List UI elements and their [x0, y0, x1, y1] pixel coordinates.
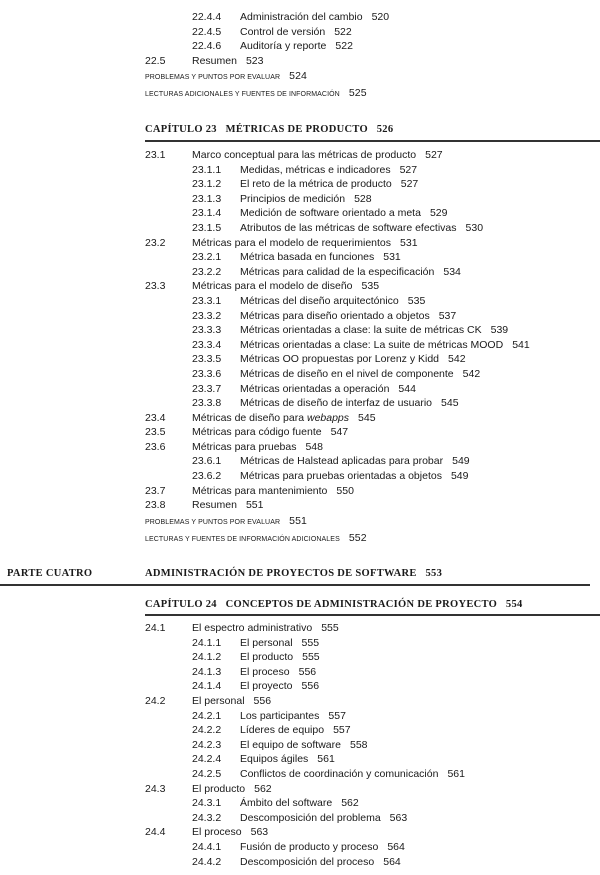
entry-page: 520 — [371, 11, 390, 23]
entry-number: 23.4 — [145, 411, 166, 424]
toc-entry — [0, 192, 600, 207]
entry-number: 24.1.1 — [192, 636, 222, 649]
entry-title — [240, 177, 418, 192]
toc-entry — [0, 250, 600, 265]
entry-title-text: El personal — [192, 694, 245, 707]
entry-title — [240, 396, 459, 411]
entry-title — [240, 665, 316, 680]
entry-page: 525 — [348, 87, 367, 100]
entry-title-text: El producto — [240, 651, 294, 664]
entry-number: 24.2.5 — [192, 767, 222, 780]
entry-number: 24.3.2 — [192, 811, 222, 824]
toc-entry — [0, 163, 600, 178]
entry-title — [192, 440, 323, 455]
part-title: ADMINISTRACIÓN DE PROYECTOS DE SOFTWARE 553 — [145, 568, 443, 579]
toc-entry — [0, 411, 600, 426]
entry-title-text: El equipo de software — [240, 738, 341, 751]
toc-entry — [0, 265, 600, 280]
entry-title-text: Métricas de Halstead aplicadas para probar — [240, 455, 444, 468]
entry-page: 555 — [301, 636, 320, 649]
entry-number: 22.5 — [145, 54, 166, 67]
entry-page: 564 — [383, 855, 401, 868]
entry-title-text: El personal — [240, 636, 293, 649]
entry-title — [240, 192, 372, 207]
entry-page: 539 — [490, 324, 509, 337]
toc-section-22-end — [0, 10, 600, 102]
entry-title — [240, 25, 352, 40]
entry-number: 23.6 — [145, 440, 166, 453]
entry-page: 563 — [389, 811, 408, 824]
entry-number: 24.1.2 — [192, 651, 222, 664]
entry-title-text: Métricas para mantenimiento — [192, 484, 328, 497]
entry-title-italic: webapps — [306, 411, 350, 424]
toc-entry — [0, 694, 600, 709]
entry-title — [145, 85, 367, 103]
entry-title — [240, 840, 405, 855]
entry-title-text: Métricas de diseño de interfaz de usuario — [240, 397, 433, 410]
entry-title-text: El proyecto — [240, 680, 293, 693]
entry-number: 23.1.3 — [192, 192, 222, 205]
entry-title-text: Los participantes — [240, 709, 320, 722]
entry-page: 556 — [298, 665, 317, 678]
entry-number: 23.6.1 — [192, 455, 222, 468]
entry-number: 23.6.2 — [192, 470, 222, 483]
toc-entry — [0, 221, 600, 236]
entry-page: 558 — [349, 738, 368, 751]
toc-entry — [0, 294, 600, 309]
entry-number: 23.8 — [145, 499, 166, 512]
toc-entry — [0, 177, 600, 192]
entry-title-text: Resumen — [192, 499, 237, 512]
toc-entry — [0, 352, 600, 367]
chapter-24-heading: CAPÍTULO 24 CONCEPTOS DE ADMINISTRACIÓN DE PROYECTO 554 — [145, 599, 523, 610]
toc-chapter-23 — [0, 148, 600, 547]
entry-title-text: El proceso — [192, 826, 242, 839]
entry-title — [192, 694, 271, 709]
entry-title-text: Atributos de las métricas de software efectivas — [240, 221, 457, 234]
toc-entry — [0, 206, 600, 221]
entry-title — [240, 309, 456, 324]
entry-number: 24.4.1 — [192, 840, 222, 853]
entry-title-text: Descomposición del problema — [240, 811, 381, 824]
entry-title-text: LECTURAS Y FUENTES DE INFORMACIÓN ADICIONALES — [145, 535, 340, 543]
entry-title — [240, 221, 483, 236]
entry-title-text: Administración del cambio — [240, 11, 363, 23]
entry-number: 23.3.6 — [192, 367, 222, 380]
entry-title — [192, 236, 418, 251]
toc-entry — [0, 679, 600, 694]
entry-page: 562 — [254, 782, 272, 795]
entry-title — [240, 636, 319, 651]
entry-title-text: El proceso — [240, 665, 290, 678]
toc-entry — [0, 25, 600, 40]
entry-title — [240, 454, 470, 469]
entry-title-text: Marco conceptual para las métricas de producto — [192, 149, 417, 161]
entry-number: 24.2.2 — [192, 724, 222, 737]
entry-number: 23.1.4 — [192, 207, 222, 220]
toc-entry — [0, 236, 600, 251]
entry-page: 545 — [358, 411, 376, 424]
toc-entry — [0, 469, 600, 484]
entry-page: 549 — [452, 455, 470, 468]
toc-entry — [0, 148, 600, 163]
toc-entry — [0, 396, 600, 411]
entry-page: 561 — [447, 767, 465, 780]
entry-title-text: Líderes de equipo — [240, 724, 325, 737]
entry-page: 529 — [429, 207, 448, 220]
entry-title-text: Métricas para el modelo de requerimientos — [192, 236, 392, 249]
entry-number: 23.3.5 — [192, 353, 222, 366]
entry-title-text: Ámbito del software — [240, 797, 333, 810]
entry-page: 562 — [341, 797, 359, 810]
entry-page: 527 — [400, 178, 419, 191]
entry-page: 522 — [335, 40, 353, 53]
entry-title-text: Métricas orientadas a clase: la suite de métricas CK — [240, 324, 482, 337]
part-label: PARTE CUATRO — [7, 568, 93, 579]
entry-number: 23.3.2 — [192, 309, 222, 322]
entry-page: 551 — [245, 499, 264, 512]
entry-title — [240, 352, 466, 367]
entry-title — [240, 338, 530, 353]
entry-page: 544 — [398, 382, 416, 395]
entry-title-text: PROBLEMAS Y PUNTOS POR EVALUAR — [145, 518, 281, 526]
entry-page: 542 — [462, 367, 481, 380]
entry-title-text: Conflictos de coordinación y comunicación — [240, 767, 439, 780]
entry-number: 23.1.5 — [192, 221, 222, 234]
entry-number: 24.4 — [145, 826, 166, 839]
entry-number: 23.3.7 — [192, 382, 222, 395]
entry-page: 561 — [317, 753, 335, 766]
entry-title-text: El producto — [192, 782, 246, 795]
toc-entry — [0, 855, 600, 870]
entry-number: 23.2 — [145, 236, 166, 249]
toc-entry — [0, 85, 600, 102]
entry-page: 564 — [387, 840, 405, 853]
entry-title — [240, 367, 480, 382]
entry-page: 531 — [383, 251, 401, 264]
entry-title — [240, 796, 359, 811]
entry-page: 555 — [321, 622, 339, 634]
entry-title-text: Métricas de diseño en el nivel de componente — [240, 367, 454, 380]
entry-number: 23.1.2 — [192, 178, 222, 191]
entry-title — [240, 382, 416, 397]
entry-page: 541 — [512, 338, 530, 351]
entry-page: 548 — [305, 440, 323, 453]
entry-number: 24.1 — [145, 622, 166, 634]
entry-title — [192, 54, 263, 69]
entry-title-text: Equipos ágiles — [240, 753, 309, 766]
entry-number: 23.3.8 — [192, 397, 222, 410]
entry-title — [192, 148, 443, 163]
entry-title — [240, 469, 468, 484]
entry-title — [240, 811, 407, 826]
entry-title — [145, 513, 307, 531]
entry-page: 531 — [400, 236, 418, 249]
toc-entry — [0, 636, 600, 651]
entry-title-text: Auditoría y reporte — [240, 40, 327, 53]
entry-title-text: Métricas para el modelo de diseño — [192, 280, 353, 293]
entry-page: 523 — [245, 54, 264, 67]
entry-number: 23.5 — [145, 426, 166, 439]
entry-title — [192, 782, 272, 797]
toc-entry — [0, 621, 600, 636]
entry-page: 552 — [348, 531, 367, 544]
toc-entry — [0, 54, 600, 69]
entry-title — [240, 206, 447, 221]
entry-number: 24.2 — [145, 694, 166, 707]
entry-title — [240, 39, 353, 54]
entry-title-text: Métricas para código fuente — [192, 426, 322, 439]
entry-title — [240, 323, 508, 338]
entry-page: 522 — [334, 25, 352, 38]
entry-title — [240, 650, 320, 665]
entry-page: 557 — [328, 709, 346, 722]
entry-title-text: Métricas orientadas a clase: La suite de métricas MOOD — [240, 338, 504, 351]
entry-number: 24.3.1 — [192, 797, 222, 810]
entry-page: 524 — [289, 70, 307, 83]
entry-title — [240, 738, 368, 753]
entry-title-text: Métricas del diseño arquitectónico — [240, 294, 399, 307]
entry-title — [145, 68, 307, 86]
entry-title — [192, 411, 376, 426]
toc-entry — [0, 425, 600, 440]
toc-entry — [0, 825, 600, 840]
toc-entry — [0, 752, 600, 767]
entry-page: 535 — [407, 294, 426, 307]
entry-number: 23.2.1 — [192, 251, 222, 264]
entry-title-text: El reto de la métrica de producto — [240, 178, 392, 191]
entry-number: 23.3.4 — [192, 338, 222, 351]
entry-title-text: Métricas orientadas a operación — [240, 382, 390, 395]
toc-entry — [0, 498, 600, 513]
chapter-23-heading: CAPÍTULO 23 MÉTRICAS DE PRODUCTO 526 — [145, 124, 394, 135]
entry-page: 563 — [250, 826, 269, 839]
entry-title-text: Métricas de diseño para — [192, 411, 307, 424]
entry-title-text: Métricas para pruebas — [192, 440, 297, 453]
entry-title-text: Métricas para pruebas orientadas a objetos — [240, 470, 442, 483]
toc-entry — [0, 367, 600, 382]
entry-number: 23.1.1 — [192, 163, 222, 176]
toc-entry — [0, 513, 600, 530]
entry-title-text: Descomposición del proceso — [240, 855, 375, 868]
toc-entry — [0, 440, 600, 455]
entry-title — [145, 530, 367, 548]
entry-title-text: Métricas para diseño orientado a objetos — [240, 309, 430, 322]
entry-title — [192, 484, 354, 499]
entry-page: 527 — [399, 163, 418, 176]
entry-page: 542 — [448, 353, 466, 366]
toc-entry — [0, 723, 600, 738]
part-rule — [0, 584, 590, 586]
entry-title — [240, 294, 425, 309]
toc-entry — [0, 665, 600, 680]
entry-page: 556 — [253, 694, 272, 707]
entry-title-text: Medidas, métricas e indicadores — [240, 163, 391, 176]
entry-title — [192, 279, 379, 294]
entry-title-text: PROBLEMAS Y PUNTOS POR EVALUAR — [145, 74, 281, 82]
entry-title-text: Métrica basada en funciones — [240, 251, 375, 264]
entry-title — [240, 250, 401, 265]
entry-page: 534 — [443, 265, 461, 278]
entry-number: 24.1.4 — [192, 680, 222, 693]
entry-title — [240, 709, 346, 724]
entry-title — [240, 855, 401, 870]
toc-entry — [0, 840, 600, 855]
toc-entry — [0, 650, 600, 665]
entry-number: 23.1 — [145, 149, 166, 161]
entry-title-text: Principios de medición — [240, 192, 346, 205]
toc-entry — [0, 10, 600, 25]
entry-number: 22.4.5 — [192, 25, 222, 38]
toc-entry — [0, 767, 600, 782]
entry-number: 23.3.1 — [192, 294, 222, 307]
toc-entry — [0, 738, 600, 753]
chapter-24-rule — [145, 614, 600, 616]
entry-title-text: El espectro administrativo — [192, 622, 313, 634]
entry-title-text: Resumen — [192, 54, 237, 67]
entry-title-text: LECTURAS ADICIONALES Y FUENTES DE INFORMACIÓN — [145, 91, 340, 99]
entry-page: 527 — [425, 149, 443, 161]
toc-chapter-24 — [0, 621, 600, 869]
toc-entry — [0, 338, 600, 353]
entry-number: 24.4.2 — [192, 855, 222, 868]
entry-page: 530 — [465, 221, 484, 234]
toc-entry — [0, 796, 600, 811]
toc-entry — [0, 279, 600, 294]
entry-title-text: Control de versión — [240, 25, 326, 38]
entry-page: 535 — [361, 280, 380, 293]
toc-entry — [0, 68, 600, 85]
entry-number: 23.2.2 — [192, 265, 222, 278]
entry-title — [240, 752, 335, 767]
entry-title — [192, 825, 268, 840]
entry-page: 555 — [302, 651, 320, 664]
entry-title-text: Fusión de producto y proceso — [240, 840, 379, 853]
entry-page: 551 — [289, 514, 307, 527]
entry-title — [240, 679, 319, 694]
entry-title — [240, 265, 461, 280]
entry-title — [240, 723, 351, 738]
entry-page: 549 — [450, 470, 469, 483]
entry-title — [192, 621, 339, 636]
entry-title — [192, 425, 348, 440]
entry-page: 556 — [301, 680, 320, 693]
entry-page: 547 — [330, 426, 349, 439]
entry-title-text: Métricas OO propuestas por Lorenz y Kidd — [240, 353, 440, 366]
toc-entry — [0, 382, 600, 397]
entry-number: 23.3.3 — [192, 324, 222, 337]
toc-entry — [0, 782, 600, 797]
toc-entry — [0, 39, 600, 54]
entry-title — [192, 498, 263, 513]
toc-entry — [0, 484, 600, 499]
entry-number: 22.4.6 — [192, 40, 222, 53]
entry-page: 545 — [441, 397, 459, 410]
entry-page: 550 — [336, 484, 354, 497]
entry-title — [240, 10, 389, 25]
entry-title — [240, 767, 465, 782]
entry-number: 23.7 — [145, 484, 166, 497]
entry-number: 22.4.4 — [192, 11, 222, 23]
entry-title-text: Medición de software orientado a meta — [240, 207, 421, 220]
entry-page: 537 — [438, 309, 457, 322]
entry-number: 24.3 — [145, 782, 166, 795]
entry-number: 24.2.1 — [192, 709, 222, 722]
entry-number: 24.2.4 — [192, 753, 222, 766]
toc-entry — [0, 530, 600, 547]
entry-page: 557 — [333, 724, 351, 737]
entry-page: 528 — [354, 192, 372, 205]
entry-number: 24.1.3 — [192, 665, 222, 678]
chapter-23-rule — [145, 140, 600, 142]
entry-number: 24.2.3 — [192, 738, 222, 751]
entry-title-text: Métricas para calidad de la especificación — [240, 265, 435, 278]
toc-entry — [0, 811, 600, 826]
entry-title — [240, 163, 417, 178]
toc-entry — [0, 454, 600, 469]
entry-number: 23.3 — [145, 280, 166, 293]
toc-entry — [0, 309, 600, 324]
toc-entry — [0, 709, 600, 724]
toc-entry — [0, 323, 600, 338]
